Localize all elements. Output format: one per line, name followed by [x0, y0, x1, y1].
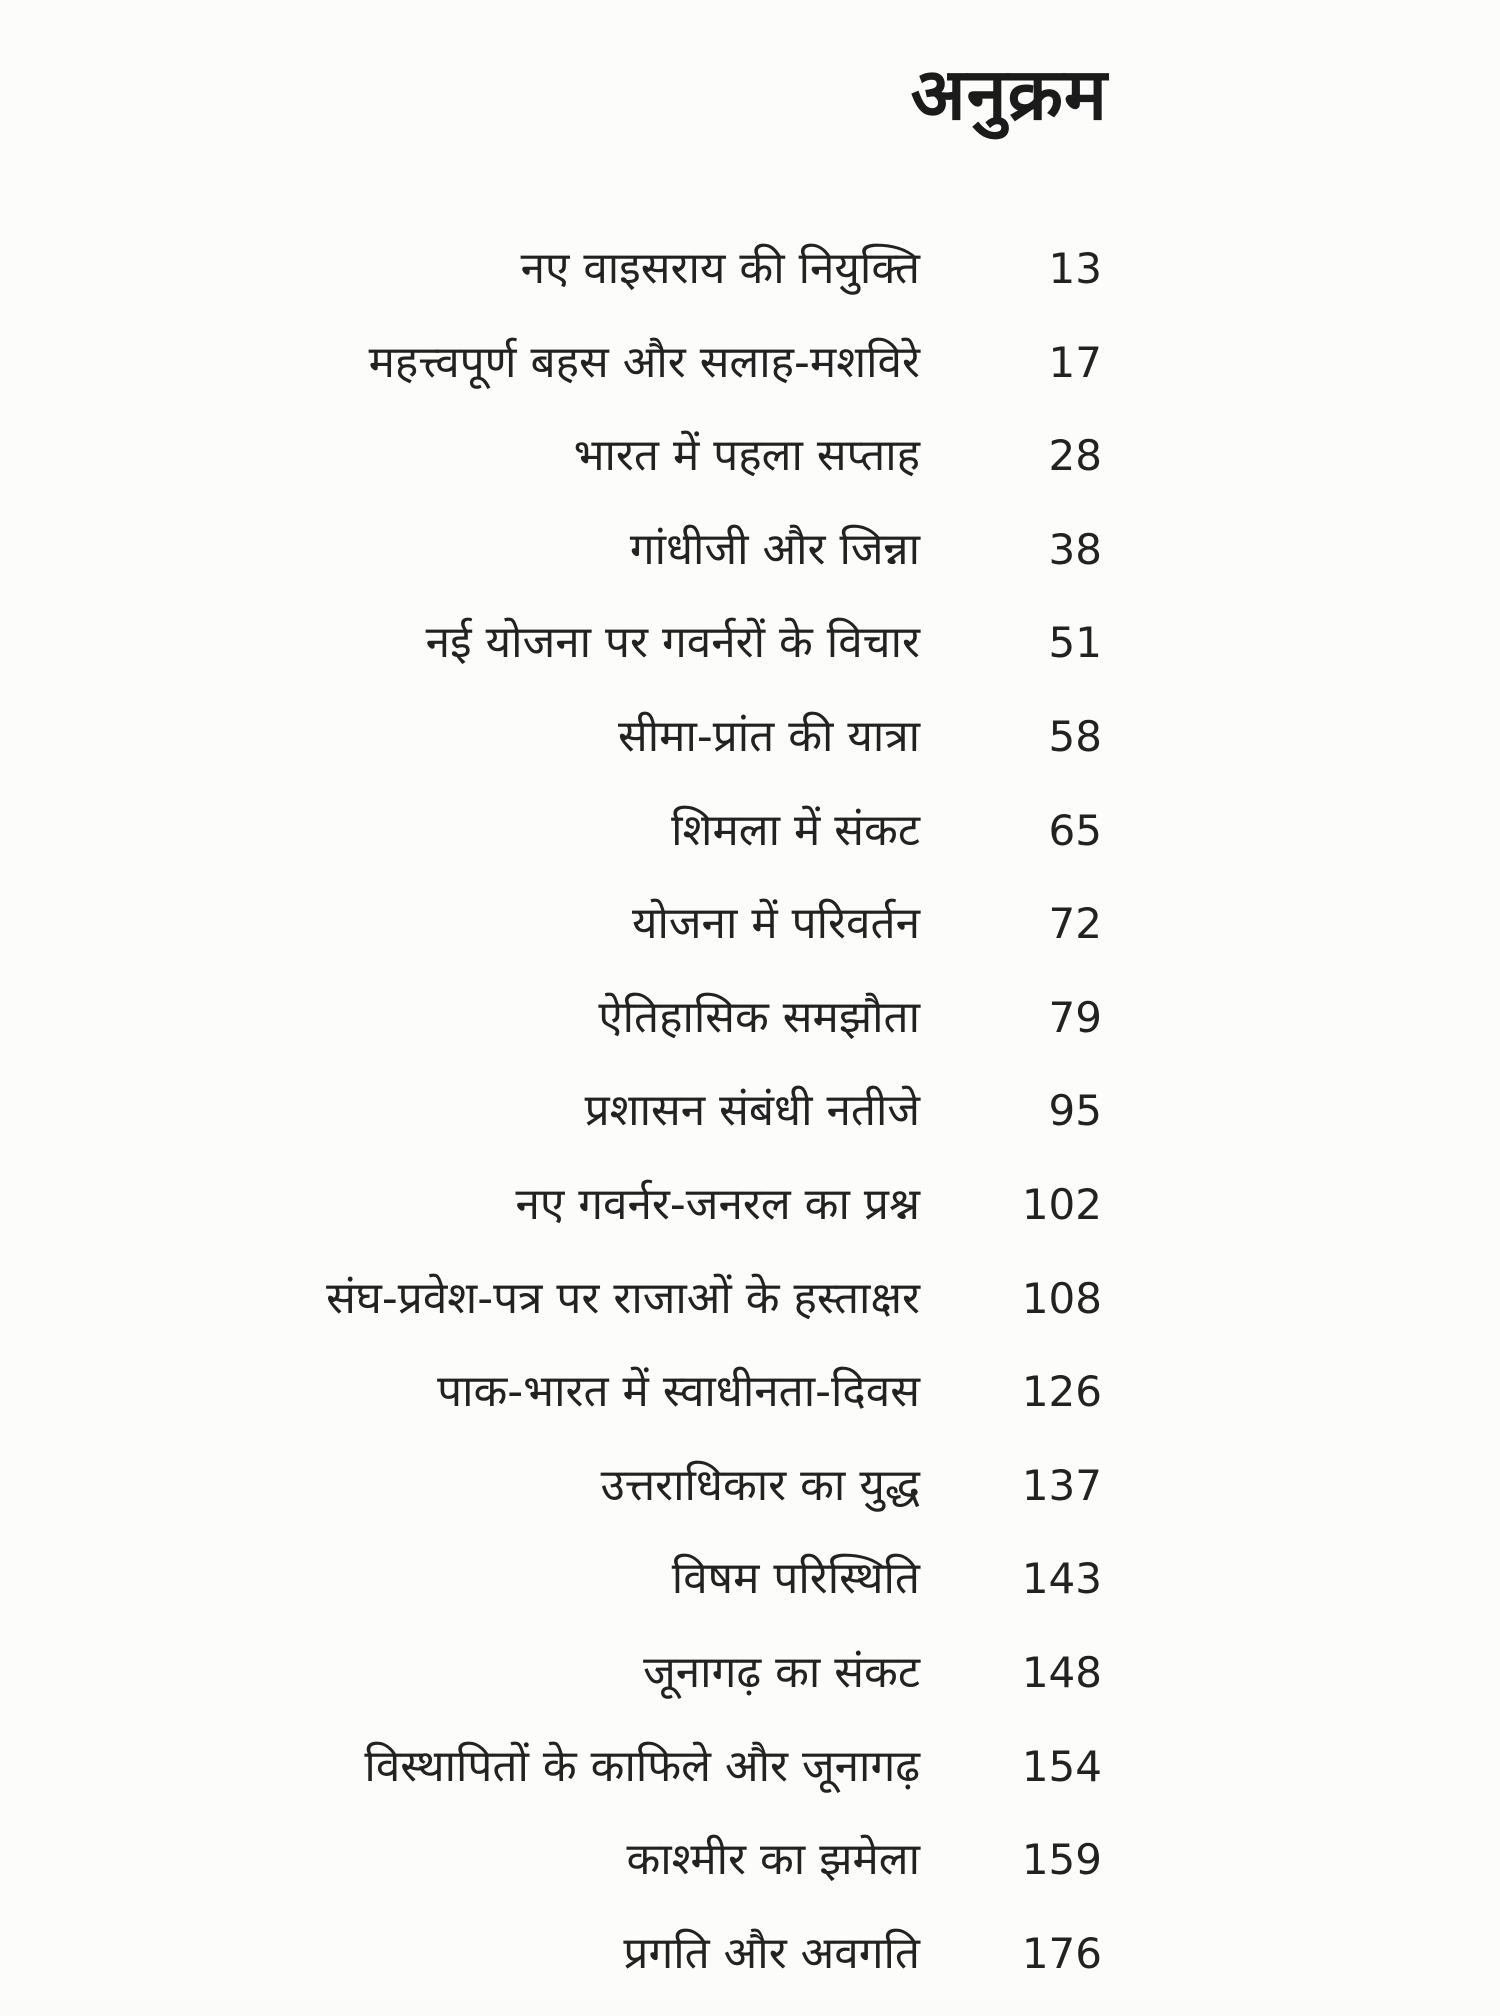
chapter-title: सीमा-प्रांत की यात्रा — [618, 710, 920, 762]
chapter-title: विस्थापितों के काफिले और जूनागढ़ — [364, 1740, 920, 1792]
page-number: 65 — [1048, 805, 1102, 855]
chapter-title: प्रगति और अवगति — [623, 1927, 920, 1979]
toc-entry — [0, 238, 1500, 332]
toc-entry — [0, 1548, 1500, 1642]
toc-entry — [0, 987, 1500, 1081]
toc-entry — [0, 1268, 1500, 1362]
toc-entry — [0, 1455, 1500, 1549]
chapter-title: नए गवर्नर-जनरल का प्रश्न — [515, 1178, 920, 1230]
toc-entry — [0, 332, 1500, 426]
page-number: 159 — [1021, 1835, 1102, 1885]
table-of-contents — [0, 238, 1500, 2016]
chapter-title: नई योजना पर गवर्नरों के विचार — [425, 617, 920, 669]
toc-entry — [0, 1361, 1500, 1455]
chapter-title: जूनागढ़ का संकट — [643, 1646, 920, 1698]
chapter-title: प्रशासन संबंधी नतीजे — [584, 1085, 920, 1137]
toc-entry — [0, 893, 1500, 987]
toc-entry — [0, 1736, 1500, 1830]
chapter-title: योजना में परिवर्तन — [631, 898, 920, 950]
page-number: 108 — [1021, 1273, 1102, 1323]
page-number: 17 — [1048, 337, 1102, 387]
chapter-title: संघ-प्रवेश-पत्र पर राजाओं के हस्ताक्षर — [326, 1272, 920, 1324]
page-number: 102 — [1021, 1179, 1102, 1229]
page-number: 143 — [1021, 1554, 1102, 1604]
chapter-title: विषम परिस्थिति — [671, 1553, 920, 1605]
page-number: 38 — [1048, 524, 1102, 574]
toc-entry — [0, 1080, 1500, 1174]
chapter-title: ऐतिहासिक समझौता — [598, 991, 920, 1043]
page-number: 176 — [1021, 1928, 1102, 1978]
toc-entry — [0, 519, 1500, 613]
toc-entry — [0, 706, 1500, 800]
page-title: अनुक्रम — [910, 52, 1108, 136]
page-number: 137 — [1021, 1460, 1102, 1510]
page-number: 28 — [1048, 431, 1102, 481]
chapter-title: गांधीजी और जिन्ना — [629, 523, 920, 575]
page-number: 72 — [1048, 899, 1102, 949]
page-number: 148 — [1021, 1647, 1102, 1697]
page-number: 79 — [1048, 992, 1102, 1042]
toc-entry — [0, 425, 1500, 519]
chapter-title: भारत में पहला सप्ताह — [573, 430, 920, 482]
chapter-title: शिमला में संकट — [671, 804, 920, 856]
toc-entry — [0, 1923, 1500, 2016]
page-number: 58 — [1048, 711, 1102, 761]
toc-entry — [0, 612, 1500, 706]
chapter-title: उत्तराधिकार का युद्ध — [600, 1459, 920, 1511]
chapter-title: महत्त्वपूर्ण बहस और सलाह-मशविरे — [368, 336, 920, 388]
page-number: 126 — [1021, 1367, 1102, 1417]
chapter-title: काश्मीर का झमेला — [626, 1834, 920, 1886]
page-number: 154 — [1021, 1741, 1102, 1791]
toc-entry — [0, 1829, 1500, 1923]
page-number: 13 — [1048, 244, 1102, 293]
page-number: 51 — [1048, 618, 1102, 668]
toc-entry — [0, 1174, 1500, 1268]
chapter-title: नए वाइसराय की नियुक्ति — [520, 243, 920, 294]
toc-entry — [0, 1642, 1500, 1736]
toc-entry — [0, 800, 1500, 894]
page-number: 95 — [1048, 1086, 1102, 1136]
chapter-title: पाक-भारत में स्वाधीनता-दिवस — [437, 1366, 920, 1418]
